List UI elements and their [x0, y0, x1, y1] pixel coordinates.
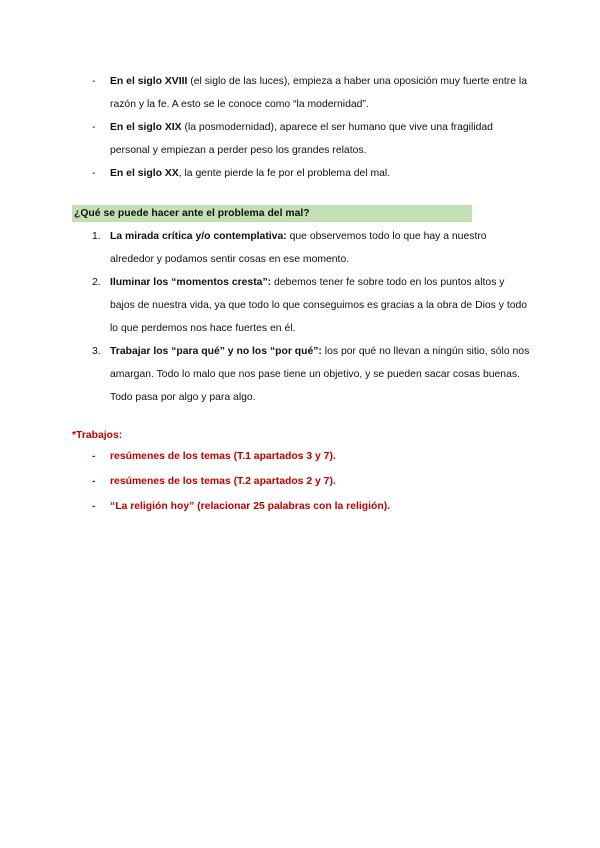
- dash-bullet: -: [92, 476, 96, 487]
- dash-bullet: -: [92, 122, 96, 133]
- siglos-list: [92, 70, 532, 185]
- item-description: que observemos todo lo que hay a nuestro alrededor y podamos sentir cosas en ese momento.: [110, 231, 487, 265]
- list-item: [92, 271, 532, 340]
- item-description: los por qué no llevan a ningún sitio, sólo nos amargan. Todo lo malo que nos pase tiene un objetivo, y se pueden sacar cosas buenas. Todo pasa por algo y para algo.: [110, 346, 530, 403]
- section-heading: ¿Qué se puede hacer ante el problema del mal?: [72, 205, 472, 222]
- siglo-description: (el siglo de las luces), empieza a haber una oposición muy fuerte entre la razón y la fe. A esto se le conoce como “la modernidad”.: [110, 76, 527, 110]
- list-item: [92, 116, 532, 162]
- trabajo-text: resúmenes de los temas (T.1 apartados 3 y 7).: [110, 451, 336, 462]
- list-item: [92, 340, 532, 409]
- item-title: Iluminar los “momentos cresta”:: [110, 277, 272, 288]
- siglo-description: , la gente pierde la fe por el problema del mal.: [178, 168, 391, 179]
- item-number: 2.: [92, 277, 101, 288]
- item-title: La mirada crítica y/o contemplativa:: [110, 231, 287, 242]
- list-item: [92, 162, 532, 185]
- trabajo-text: resúmenes de los temas (T.2 apartados 2 y 7).: [110, 476, 336, 487]
- item-number: 1.: [92, 231, 101, 242]
- item-title: Trabajar los “para qué” y no los “por qué”:: [110, 346, 322, 357]
- trabajo-text: “La religión hoy” (relacionar 25 palabras con la religión).: [110, 501, 391, 512]
- list-item: [92, 469, 532, 494]
- siglo-label: En el siglo XVIII: [110, 76, 188, 87]
- list-item: [92, 225, 532, 271]
- dash-bullet: -: [92, 451, 96, 462]
- siglo-label: En el siglo XX: [110, 168, 179, 179]
- item-description: debemos tener fe sobre todo en los puntos altos y bajos de nuestra vida, ya que todo lo que conseguimos es gracias a la obra de Dios y todo lo que perdemos nos hace fuertes en él.: [110, 277, 528, 334]
- list-item: [92, 70, 532, 116]
- list-item: [92, 494, 532, 519]
- siglo-description: (la posmodernidad), aparece el ser humano que vive una fragilidad personal y empiezan a perder peso los grandes relatos.: [110, 122, 493, 156]
- item-number: 3.: [92, 346, 101, 357]
- respuestas-list: [92, 225, 532, 409]
- dash-bullet: -: [92, 168, 96, 179]
- trabajos-list: [92, 444, 532, 519]
- siglo-label: En el siglo XIX: [110, 122, 182, 133]
- list-item: [92, 444, 532, 469]
- dash-bullet: -: [92, 501, 96, 512]
- trabajos-title: *Trabajos:: [72, 430, 123, 441]
- dash-bullet: -: [92, 76, 96, 87]
